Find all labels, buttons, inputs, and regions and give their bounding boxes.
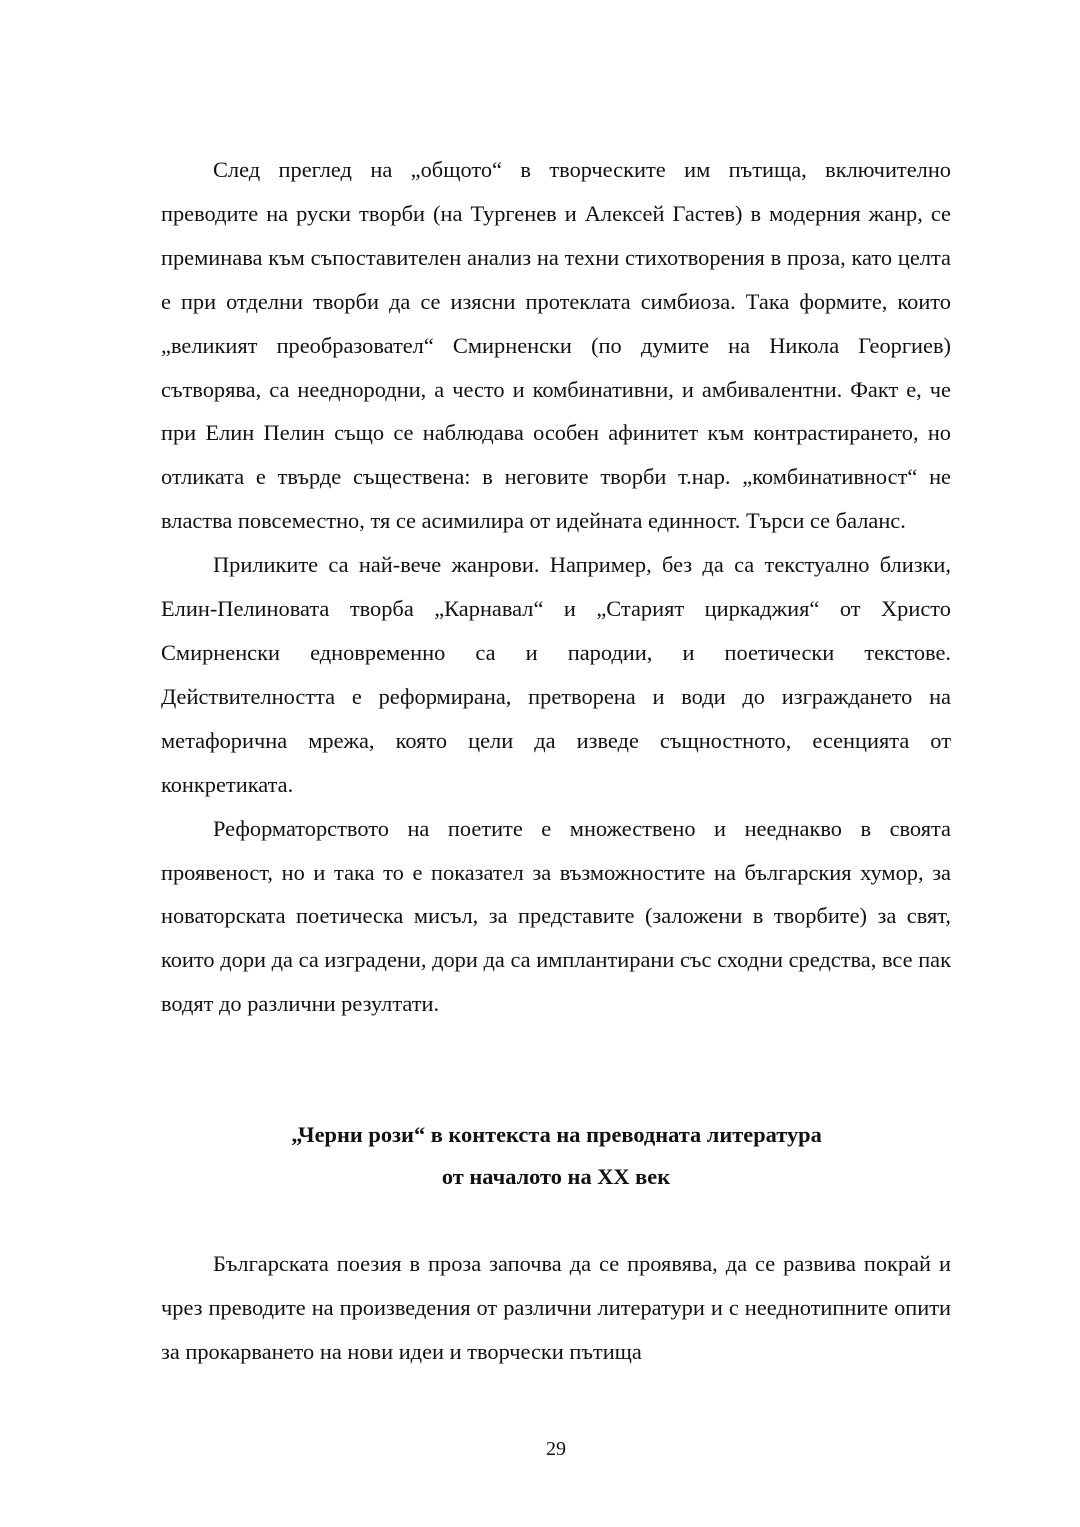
body-text: [161, 148, 951, 1026]
section-paragraph-1: Българската поезия в проза започва да се проявява, да се развива покрай и чрез преводите на произведения от различни литератури и с нееднотипните опити за прокарването на нови идеи и творчески пътища: [161, 1251, 951, 1364]
section-heading: [161, 1114, 951, 1198]
paragraph-3: Реформаторството на поетите е множествено и нееднакво в своята проявеност, но и така то е показател за възможностите на българския хумор, за новаторската поетическа мисъл, за представите (заложени в творбите) за свят, които дори да са изградени, дори да са имплантирани със сходни средства, все пак водят до различни резултати.: [161, 815, 951, 1017]
section-heading-line-1: „Черни рози“ в контекста на преводната литература: [291, 1122, 822, 1147]
section-body-text: [161, 1242, 951, 1374]
paragraph-2: Приликите са най-вече жанрови. Например, без да са текстуално близки, Елин-Пелиновата творба „Карнавал“ и „Старият циркаджия“ от Христо Смирненски едновременно са и пародии, и поетически текстове. Действителността е реформирана, претворена и води до изграждането на метафорична мрежа, която цели да изведе същностното, есенцията от конкретиката.: [161, 552, 951, 797]
section-heading-line-2: от началото на XX век: [441, 1164, 671, 1189]
paragraph-1: След преглед на „общото“ в творческите им пътища, включително преводите на руски творби (на Тургенев и Алексей Гастев) в модерния жанр, се преминава към съпоставителен анализ на техни стихотворения в проза, като целта е при отделни творби да се изясни протеклата симбиоза. Така формите, които „великият преобразовател“ Смирненски (по думите на Никола Георгиев) сътворява, са нееднородни, а често и комбинативни, и амбивалентни. Факт е, че при Елин Пелин също се наблюдава особен афинитет към контрастирането, но отликата е твърде съществена: в неговите творби т.нар. „комбинативност“ не властва повсеместно, тя се асимилира от идейната единност. Търси се баланс.: [161, 157, 951, 534]
page-number: 29: [546, 1438, 566, 1460]
